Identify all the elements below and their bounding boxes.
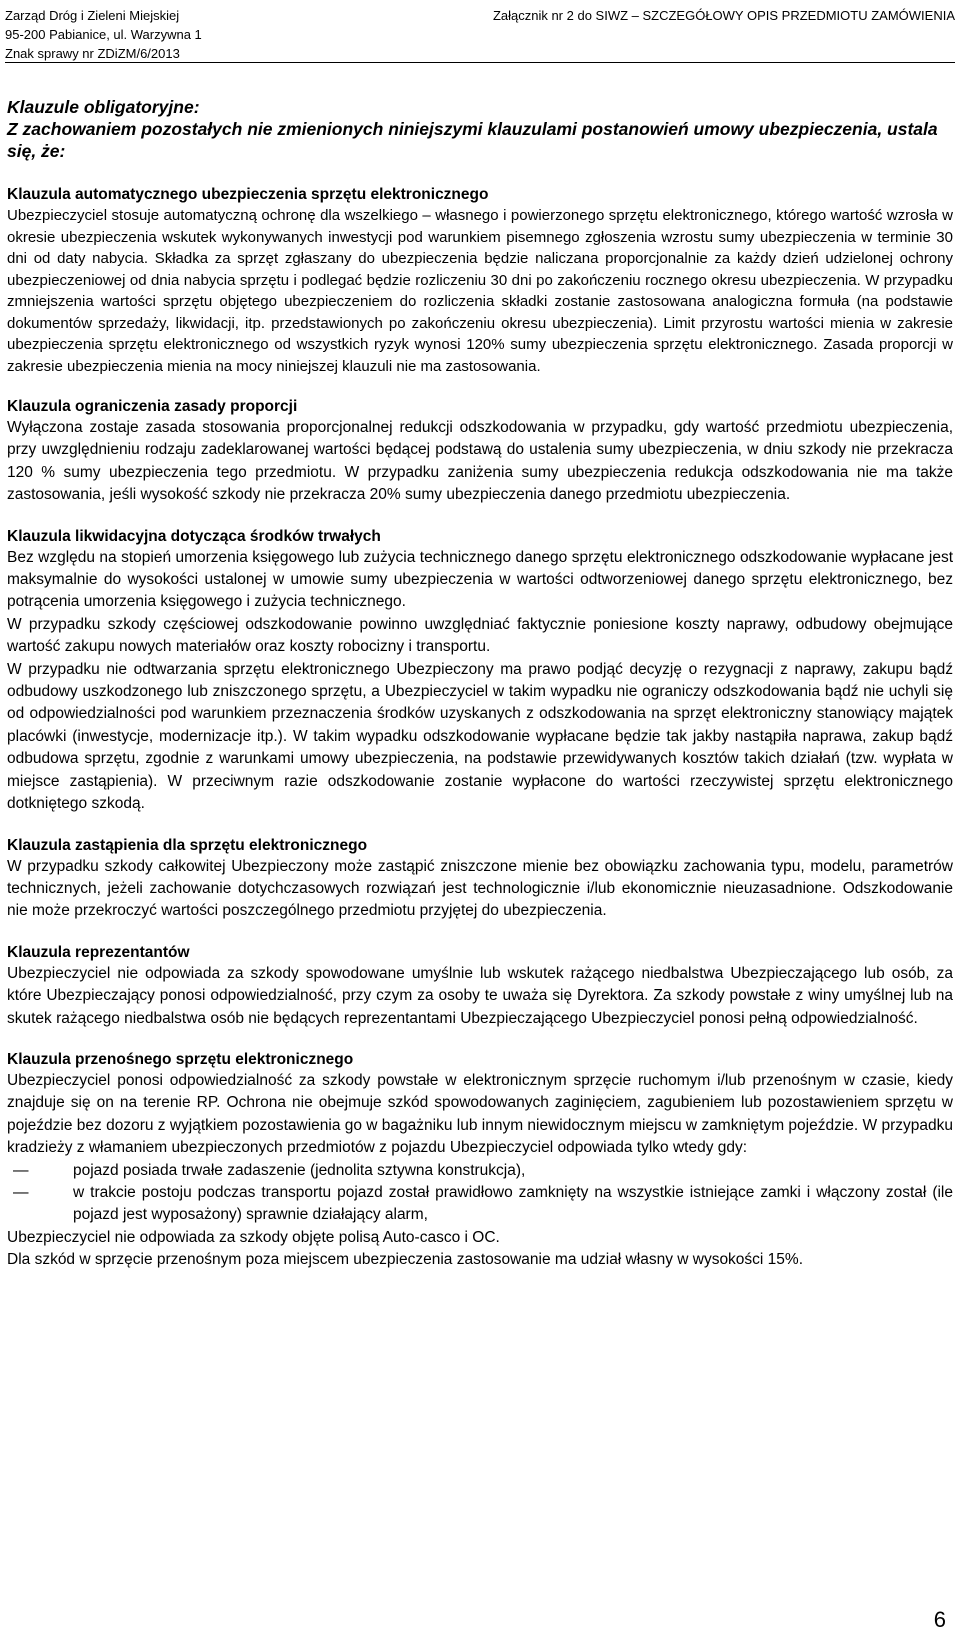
clause-portable-equipment xyxy=(7,1049,953,1272)
document-body xyxy=(7,96,953,1272)
clause-replacement xyxy=(7,835,953,923)
clause-paragraph: Ubezpieczyciel nie odpowiada za szkody spowodowane umyślnie lub wskutek rażącego niedbalstwa Ubezpieczającego lub osób, za które Ubezpieczający ponosi odpowiedzialność, przy czym za osoby te uważa się Dyrektora. Za szkody powstałe z winy umyślnej lub na skutek rażącego niedbalstwa osób nie będących reprezentantami Ubezpieczającego Ubezpieczyciel ponosi pełną odpowiedzialność. xyxy=(7,964,953,1027)
header-org: Zarząd Dróg i Zieleni Miejskiej xyxy=(5,8,180,23)
list-item: — pojazd posiada trwałe zadaszenie (jednolita sztywna konstrukcja), xyxy=(7,1160,953,1182)
clause-paragraph: W przypadku szkody częściowej odszkodowanie powinno uwzględniać faktycznie poniesione koszty naprawy, odbudowy obejmujące wartość zakupu nowych materiałów oraz koszty robocizny i transportu. xyxy=(7,615,953,656)
clause-paragraph: Ubezpieczyciel nie odpowiada za szkody objęte polisą Auto-casco i OC. xyxy=(7,1228,500,1246)
dash-bullet: — xyxy=(13,1161,29,1179)
dash-bullet: — xyxy=(13,1183,29,1201)
clause-title: Klauzula ograniczenia zasady proporcji xyxy=(7,398,298,415)
clause-paragraph: W przypadku szkody całkowitej Ubezpieczony może zastąpić zniszczone mienie bez obowiązku zachowania typu, modelu, parametrów technicznych, jeżeli zachowanie dotychczasowych rozwiązań jest technologicznie i/lub ekonomicznie nieuzasadnione. Odszkodowanie nie może przekroczyć wartości poszczególnego przedmiotu przyjętej do ubezpieczenia. xyxy=(7,857,953,920)
header-left xyxy=(5,6,202,63)
clause-title: Klauzula automatycznego ubezpieczenia sprzętu elektronicznego xyxy=(7,186,489,203)
intro-title: Klauzule obligatoryjne: xyxy=(7,97,200,117)
condition-list xyxy=(7,1160,953,1227)
clause-automatic-coverage xyxy=(7,184,953,377)
clause-paragraph: Wyłączona zostaje zasada stosowania proporcjonalnej redukcji odszkodowania w przypadku, gdy wartość przedmiotu ubezpieczenia, przy uwzględnieniu rodzaju zadeklarowanej wartości będącej podstawą do ustalenia sumy ubezpieczenia, w dniu szkody nie przekracza 120 % sumy ubezpieczenia tego przedmiotu. W przypadku zaniżenia sumy ubezpieczenia redukcja odszkodowania nie ma także zastosowania, jeśli wysokość szkody nie przekracza 20% sumy ubezpieczenia danego przedmiotu ubezpieczenia. xyxy=(7,419,953,504)
clause-title: Klauzula likwidacyjna dotycząca środków trwałych xyxy=(7,527,381,545)
list-item: — w trakcie postoju podczas transportu pojazd został prawidłowo zamknięty na wszystkie istniejące zamki i włączony został (ile pojazd jest wyposażony) sprawnie działający alarm, xyxy=(13,1183,953,1224)
clause-paragraph: Ubezpieczyciel ponosi odpowiedzialność za szkody powstałe w elektronicznym sprzęcie ruchomym i/lub przenośnym w czasie, kiedy znajduje się on na terenie RP. Ochrona nie obejmuje szkód spowodowanych zaginięciem, zagubieniem lub pozostawieniem sprzętu w pojeździe bez dozoru z wyjątkiem pozostawienia go w bagażniku lub innym niewidocznym miejscu w zamkniętym pojeździe. W przypadku kradzieży z włamaniem ubezpieczonych przedmiotów z pojazdu Ubezpieczyciel odpowiada tylko wtedy gdy: xyxy=(7,1071,953,1157)
clause-paragraph: Ubezpieczyciel stosuje automatyczną ochronę dla wszelkiego – własnego i powierzonego sprzętu elektronicznego, którego wartość wzrosła w okresie ubezpieczenia wskutek wykonywanych inwestycji pod warunkiem pisemnego zgłoszenia wzrostu sumy ubezpieczenia w terminie 30 dni od daty nabycia. Składka za sprzęt zgłaszany do ubezpieczenia będzie naliczana proporcjonalnie za każdy dzień udzielonej ochrony ubezpieczeniowej od dnia nabycia sprzętu i podlegać będzie rozliczeniu 30 dni po zakończeniu rocznego okresu ubezpieczenia. W przypadku zmniejszenia wartości sprzętu objętego ubezpieczeniem do rozliczenia składki zostanie zastosowana analogiczna formuła (na podstawie dokumentów sprzedaży, likwidacji, itp. przedstawionych po zakończeniu okresu ubezpieczenia). Limit przyrostu wartości mienia w zakresie ubezpieczenia sprzętu elektronicznego od wszystkich ryzyk wynosi 120% sumy ubezpieczenia sprzętu elektronicznego. Zasada proporcji w zakresie ubezpieczenia mienia na mocy niniejszej klauzuli nie ma zastosowania. xyxy=(7,207,953,375)
clause-representatives xyxy=(7,942,953,1030)
clause-liquidation xyxy=(7,526,953,816)
clause-title: Klauzula przenośnego sprzętu elektronicznego xyxy=(7,1050,354,1068)
header-right xyxy=(493,6,955,25)
clause-paragraph: W przypadku nie odtwarzania sprzętu elektronicznego Ubezpieczony ma prawo podjąć decyzję o rezygnacji z naprawy, zakupu bądź odbudowy uszkodzonego lub zniszczonego sprzętu, a Ubezpieczyciel w takim wypadku nie ograniczy odszkodowania bądź nie uchyli się od odpowiedzialności pod warunkiem przeznaczenia środków uzyskanych z odszkodowania na sprzęt elektroniczny stanowiący majątek placówki (inwestycje, modernizacje itp.). W takim wypadku odszkodowanie wypłacane będzie tak jakby nastąpiła naprawa, zakup bądź odbudowa sprzętu, zgodnie z warunkami umowy ubezpieczenia, na podstawie przewidywanych kosztów takich działań (tzw. wypłata w miejsce zastąpienia). W przeciwnym razie odszkodowanie zostanie wypłacone do wartości rzeczywistej sprzętu elektronicznego dotkniętego szkodą. xyxy=(7,660,953,813)
header-address: 95-200 Pabianice, ul. Warzywna 1 xyxy=(5,27,202,42)
header-annex: Załącznik nr 2 do SIWZ – SZCZEGÓŁOWY OPIS PRZEDMIOTU ZAMÓWIENIA xyxy=(492,8,955,23)
clause-title: Klauzula reprezentantów xyxy=(7,943,190,961)
page-number: 6 xyxy=(933,1607,946,1632)
clause-proportion-limit xyxy=(7,396,953,507)
clause-paragraph: Dla szkód w sprzęcie przenośnym poza miejscem ubezpieczenia zastosowanie ma udział własny w wysokości 15%. xyxy=(7,1251,804,1269)
clause-title: Klauzula zastąpienia dla sprzętu elektronicznego xyxy=(7,836,368,854)
intro-lead: Z zachowaniem pozostałych nie zmienionych niniejszymi klauzulami postanowień umowy ubezpieczenia, ustala się, że: xyxy=(7,119,938,161)
clause-paragraph: Bez względu na stopień umorzenia księgowego lub zużycia technicznego danego sprzętu elektronicznego odszkodowanie wypłacane jest maksymalnie do wysokości ustalonej w umowie sumy ubezpieczenia w wartości odtworzeniowej danego sprzętu elektronicznego, bez potrącenia umorzenia księgowego i zużycia technicznego. xyxy=(7,548,953,611)
page-header xyxy=(5,6,955,63)
header-case-number: Znak sprawy nr ZDiZM/6/2013 xyxy=(5,46,180,61)
